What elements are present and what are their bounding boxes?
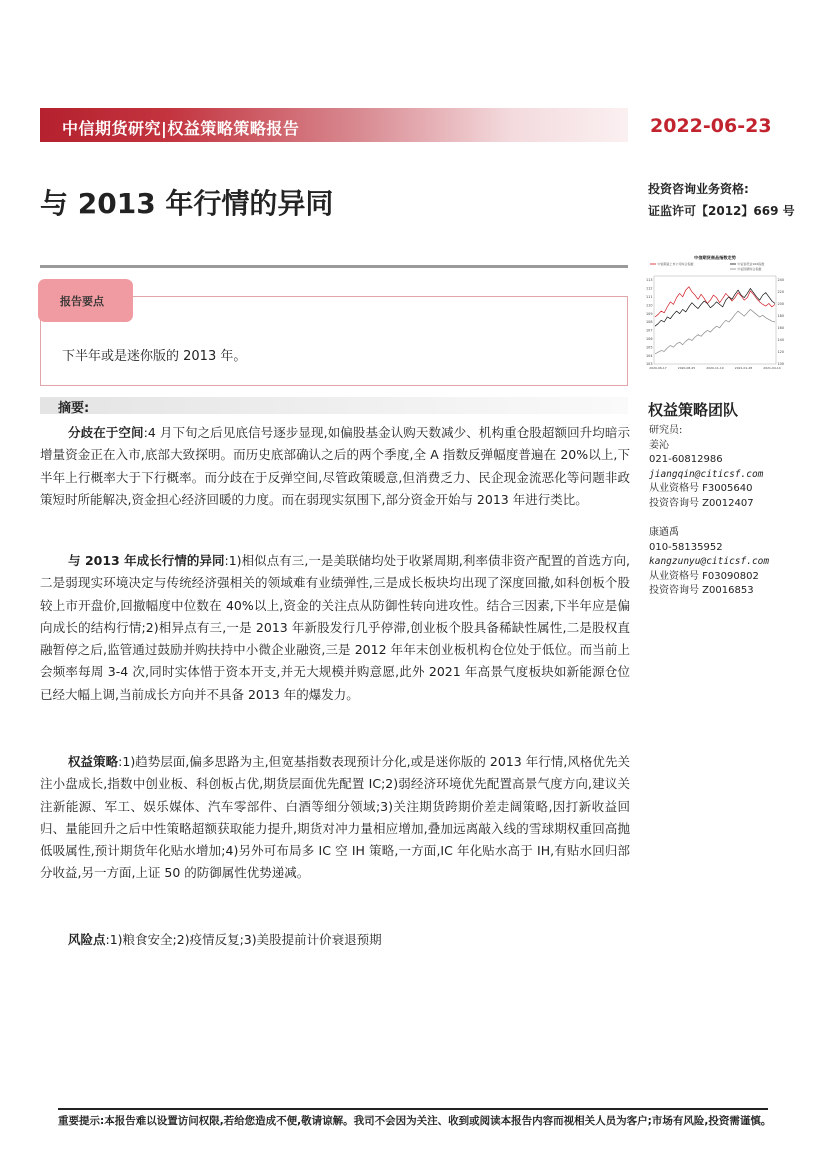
paragraph-comparison: [40, 550, 630, 706]
x-tick-label: 2021-04-14: [763, 366, 781, 370]
y-tick-left: 106: [646, 337, 653, 341]
y-tick-right: 140: [777, 338, 784, 343]
researcher-email[interactable]: jiangqin@citicsf.com: [649, 468, 764, 480]
x-tick-label: 2020-08-25: [677, 366, 696, 370]
key-points-label: 报告要点: [60, 295, 104, 308]
key-points-text: 下半年或是迷你版的 2013 年。: [62, 349, 247, 364]
researcher-name: 康遒禹: [649, 527, 679, 538]
y-tick-left: 107: [646, 328, 653, 333]
y-tick-right: 240: [777, 278, 784, 283]
series-line: [655, 309, 775, 354]
x-tick-label: 2020-06-17: [649, 366, 667, 370]
series-line: [655, 287, 775, 317]
researcher-advisory: 投资咨询号 Z0012407: [649, 497, 754, 509]
abstract-label: 摘要:: [58, 401, 90, 416]
legend-label: 中证信托业100指数: [737, 262, 765, 266]
abstract-bar: [40, 397, 628, 414]
header-title: 中信期货研究|权益策略策略报告: [62, 119, 300, 138]
paragraph-body: :1)趋势层面,偏多思路为主,但宽基指数表现预计分化,或是迷你版的 2013 年行情,风格优先关注小盘成长,指数中创业板、科创板占优,期货层面优先配置 IC;2)弱经济环境优先配置高景气度方向,建议关注新能源、军工、娱乐媒体、汽车零部件、白酒等细分领域;3)关注期货跨期价差走阔策略,因打新收益回归、量能回升之后中性策略超额获取能力提升,期货对冲力量相应增加,叠加远离敲入线的雪球期权重回高抛低吸属性,预计期货年化贴水增加;4)另外可布局多 IC 空 IH 策略,一方面,IC 年化贴水高于 IH,有贴水回归部分收益,另一方面,上证 50 的防御属性优势递减。: [40, 754, 630, 881]
paragraph-divergence: [40, 422, 630, 511]
y-tick-left: 104: [646, 353, 653, 358]
x-tick-label: 2020-11-10: [706, 366, 724, 370]
x-tick-label: 2021-01-28: [734, 366, 753, 370]
chart-title: 中信期货商品指数走势: [694, 255, 736, 260]
researcher-name: 姜沁: [649, 439, 669, 451]
y-tick-right: 180: [777, 314, 784, 319]
y-tick-left: 112: [646, 286, 653, 291]
y-tick-right: 120: [777, 350, 784, 355]
index-chart: [640, 252, 790, 380]
y-tick-left: 113: [646, 278, 653, 283]
paragraph-lead: 与 2013 年成长行情的异同: [68, 553, 225, 568]
researcher-phone: 010-58135952: [649, 541, 723, 553]
paragraph-risk: [40, 929, 630, 951]
y-tick-left: 110: [646, 303, 653, 308]
qualification-line-2: 证监许可【2012】669 号: [648, 204, 795, 218]
series-line: [655, 288, 775, 326]
footer-disclaimer: 重要提示:本报告难以设置访问权限,若给您造成不便,敬请谅解。我司不会因为关注、收到或阅读本报告内容而视相关人员为客户;市场有风险,投资需谨慎。: [58, 1115, 772, 1127]
paragraph-body: :4 月下旬之后见底信号逐步显现,如偏股基金认购天数减少、机构重仓股超额回升均暗示增量资金正在入市,底部大致探明。而历史底部确认之后的两个季度,全 A 指数反弹幅度普遍在 20%以上,下半年上行概率大于下行概率。而分歧在于反弹空间,尽管政策暖意,但消费乏力、民企现金流恶化等问题非政策短时所能解决,资金担心经济回暖的力度。而在弱现实氛围下,部分资金开始与 2013 年进行类比。: [40, 425, 630, 507]
paragraph-strategy: [40, 751, 630, 885]
title-divider: [40, 265, 628, 268]
y-tick-right: 160: [777, 326, 784, 331]
qualification-line-1: 投资咨询业务资格:: [648, 182, 749, 196]
footer-divider: [58, 1108, 768, 1110]
team-researcher-2: [649, 526, 769, 599]
y-tick-right: 200: [777, 302, 784, 307]
report-date: 2022-06-23: [650, 115, 772, 137]
y-tick-left: 109: [646, 311, 653, 316]
page-title: 与 2013 年行情的异同: [40, 187, 334, 220]
researcher-license: 从业资格号 F3005640: [649, 483, 753, 495]
researcher-phone: 021-60812986: [649, 454, 723, 466]
y-tick-left: 111: [646, 295, 653, 299]
y-tick-left: 108: [646, 320, 653, 325]
legend-label: 中信期货上市公司综合指数: [657, 262, 694, 266]
team-title: 权益策略团队: [648, 401, 739, 419]
team-researcher-1: [649, 424, 763, 512]
researcher-advisory: 投资咨询号 Z0016853: [649, 585, 754, 597]
researcher-role: 研究员:: [649, 425, 683, 436]
y-tick-left: 103: [646, 362, 653, 367]
plot-frame: [654, 276, 776, 364]
legend-label: 中证国债综合指数: [737, 267, 762, 271]
y-tick-right: 100: [777, 362, 784, 367]
y-tick-right: 220: [777, 290, 784, 295]
paragraph-lead: 分歧在于空间: [68, 425, 144, 440]
paragraph-lead: 权益策略: [68, 754, 119, 769]
researcher-license: 从业资格号 F03090802: [649, 570, 759, 582]
paragraph-body: :1)相似点有三,一是美联储均处于收紧周期,利率债非资产配置的首选方向,二是弱现实环境决定与传统经济强相关的领域难有业绩弹性,三是成长板块均出现了深度回撤,如科创板个股较上市开盘价,回撤幅度中位数在 40%以上,资金的关注点从防御性转向进攻性。结合三因素,下半年应是偏向成长的结构行情;2)相异点有三,一是 2013 年新股发行几乎停滞,创业板个股具备稀缺性属性,二是股权直融暂停之后,监管通过鼓励并购扶持中小微企业融资,三是 2012 年年末创业板机构仓位处于低位。而当前上会频率每周 3-4 次,同时实体惜于资本开支,并无大规模并购意愿,此外 2021 年高景气度板块如新能源仓位已经大幅上调,当前成长方向并不具备 2013 年的爆发力。: [40, 553, 631, 702]
paragraph-lead: 风险点: [68, 932, 106, 947]
index-chart-svg: [640, 252, 790, 380]
y-tick-left: 105: [646, 345, 653, 350]
researcher-email[interactable]: kangzunyu@citicsf.com: [649, 556, 770, 568]
paragraph-body: :1)粮食安全;2)疫情反复;3)美股提前计价衰退预期: [105, 932, 382, 947]
